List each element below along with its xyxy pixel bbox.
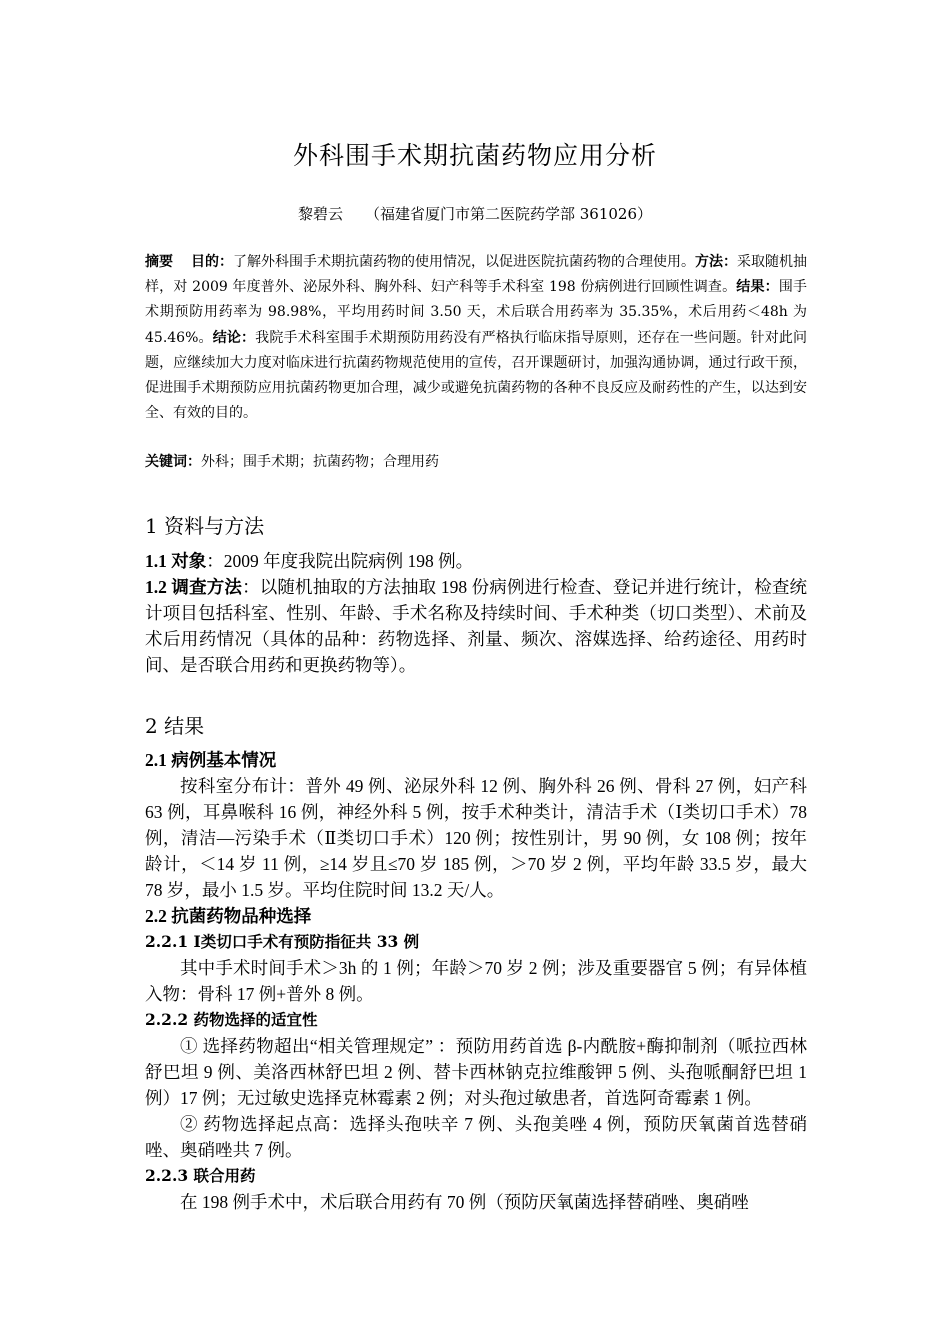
results-label: 结果：	[736, 279, 779, 296]
methods-text: 采取随机抽样，对 2009 年度普外、泌尿外科、胸外科、妇产科等手术科室 198 份病例进行回顾性调查。	[145, 254, 807, 296]
section-2-1-text: 按科室分布计：普外 49 例、泌尿外科 12 例、胸外科 26 例、骨科 27 例，妇产科 63 例，耳鼻喉科 16 例，神经外科 5 例，按手术种类计，清洁手术（Ⅰ类切口手术）78 例，清洁—污染手术（Ⅱ类切口手术）120 例；按性别计，男 90 例，女 108 例；按年龄计，＜14 岁 11 例，≥14 岁且≤70 岁 185 例，＞70 岁 2 例，平均年龄 33.5 岁，最大 78 岁，最小 1.5 岁。平均住院时间 13.2 天/人。	[145, 776, 807, 900]
objective-text: 了解外科围手术期抗菌药物的使用情况，以促进医院抗菌药物的合理使用。	[233, 254, 695, 270]
section-2-2-2-heading: 2.2.2 药物选择的适宜性	[145, 1010, 318, 1029]
author-affiliation: （福建省厦门市第二医院药学部 361026）	[364, 205, 653, 223]
section-2-2-heading: 2.2 抗菌药物品种选择	[145, 906, 312, 926]
conclusion-label: 结论：	[212, 329, 256, 346]
author-line	[0, 203, 950, 224]
section-1-body	[145, 548, 807, 678]
conclusion-text: 我院手术科室围手术期预防用药没有严格执行临床指导原则，还存在一些问题。针对此问题，应继续加大力度对临床进行抗菌药物规范使用的宣传，召开课题研讨，加强沟通协调，通过行政干预，促进围手术期预防应用抗菌药物更加合理，减少或避免抗菌药物的各种不良反应及耐药性的产生，以达到安全、有效的目的。	[145, 329, 808, 422]
section-2-2-1-heading: 2.2.1 Ⅰ类切口手术有预防指征共 33 例	[145, 932, 420, 951]
section-2-body	[145, 747, 807, 1215]
objective-label: 目的：	[191, 254, 233, 270]
methods-label: 方法：	[695, 254, 737, 270]
author-name: 黎碧云	[297, 205, 343, 223]
section-2-heading: 2 结果	[145, 714, 205, 738]
section-2-2-2-paragraph-1: ① 选择药物超出“相关管理规定” ：预防用药首选 β-内酰胺+酶抑制剂（哌拉西林舒巴坦 9 例、美洛西林舒巴坦 2 例、替卡西林钠克拉维酸钾 5 例、头孢哌酮舒巴坦 1 例）17 例；无过敏史选择克林霉素 2 例；对头孢过敏患者，首选阿奇霉素 1 例。	[145, 1036, 807, 1108]
section-1-2-text: ：以随机抽取的方法抽取 198 份病例进行检查、登记并进行统计，检查统计项目包括科室、性别、年龄、手术名称及持续时间、手术种类（切口类型）、术前及术后用药情况（具体的品种：药物选择、剂量、频次、溶媒选择、给药途径、用药时间、是否联合用药和更换药物等）。	[145, 577, 808, 675]
paper-title: 外科围手术期抗菌药物应用分析	[292, 141, 657, 170]
section-2-2-3-heading: 2.2.3 联合用药	[145, 1166, 256, 1185]
section-1-heading: 1 资料与方法	[145, 514, 265, 538]
keywords	[145, 450, 807, 475]
section-2-2-3-text: 在 198 例手术中，术后联合用药有 70 例（预防厌氧菌选择替硝唑、奥硝唑	[180, 1192, 749, 1212]
section-2-2-1-text: 其中手术时间手术＞3h 的 1 例；年龄＞70 岁 2 例；涉及重要器官 5 例；有异体植入物：骨科 17 例+普外 8 例。	[145, 958, 807, 1004]
keywords-label: 关键词：	[145, 454, 201, 470]
abstract	[145, 250, 807, 426]
section-1-1-label: 1.1 对象	[145, 551, 207, 571]
section-2-1-heading: 2.1 病例基本情况	[145, 750, 277, 770]
results-text: 围手术期预防用药率为 98.98%，平均用药时间 3.50 天，术后联合用药率为 35.35%，术后用药＜48h 为 45.46%。	[145, 279, 808, 346]
keywords-text: 外科；围手术期；抗菌药物；合理用药	[201, 454, 439, 470]
section-2-2-2-paragraph-2: ② 药物选择起点高：选择头孢呋辛 7 例、头孢美唑 4 例，预防厌氧菌首选替硝唑、奥硝唑共 7 例。	[145, 1114, 807, 1160]
section-1-1-text: ：2009 年度我院出院病例 198 例。	[206, 551, 474, 571]
abstract-label: 摘要	[145, 254, 173, 270]
section-1-2-label: 1.2 调查方法	[145, 577, 243, 597]
